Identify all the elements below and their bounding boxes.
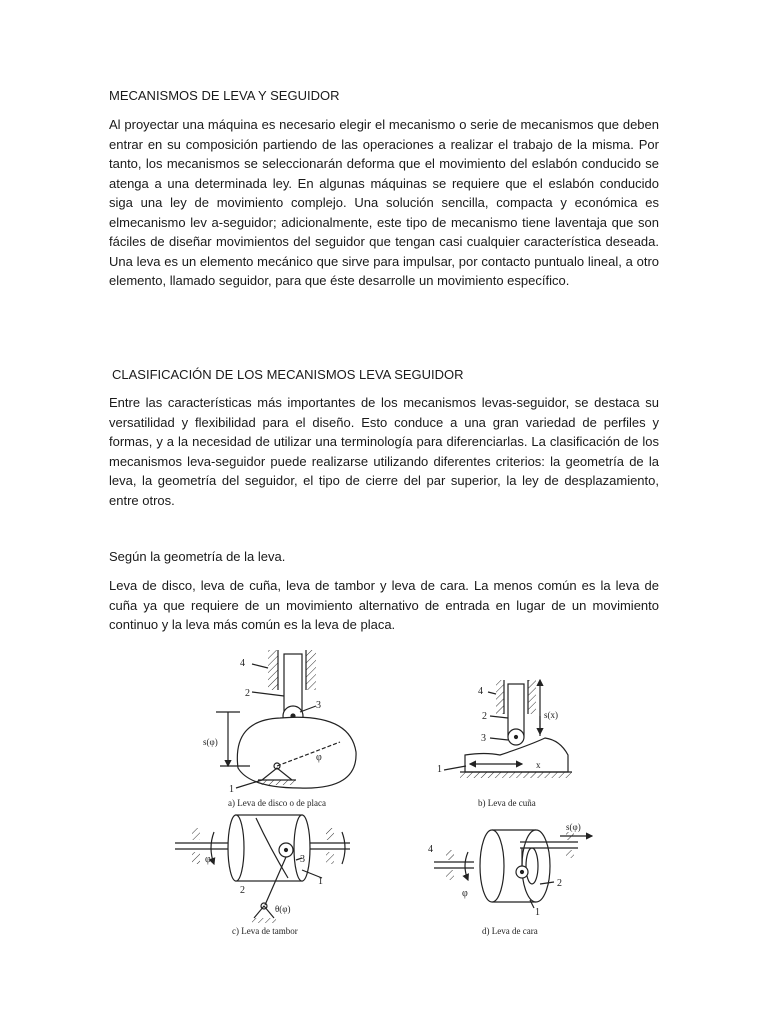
- caption-b: b) Leva de cuña: [478, 798, 536, 808]
- drum-cam-diagram: [175, 815, 350, 923]
- section-title-geometria: Según la geometría de la leva.: [109, 549, 286, 564]
- wedge-label-x: x: [536, 760, 541, 770]
- disc-label-3: 3: [316, 700, 321, 711]
- wedge-label-2: 2: [482, 711, 487, 722]
- wedge-label-4: 4: [478, 686, 483, 697]
- disc-label-s-phi: s(φ): [203, 737, 218, 747]
- drum-label-theta: θ(φ): [275, 904, 291, 914]
- wedge-label-1: 1: [437, 764, 442, 775]
- disc-label-2: 2: [245, 688, 250, 699]
- face-label-2: 2: [557, 878, 562, 889]
- caption-a: a) Leva de disco o de placa: [228, 798, 326, 808]
- face-label-4: 4: [428, 844, 433, 855]
- paragraph-geometria: Leva de disco, leva de cuña, leva de tambor y leva de cara. La menos común es la leva de cuña ya que requiere de un movimiento alternativo de entrada en lugar de un movimiento continuo y la leva más común es la leva de placa.: [109, 578, 659, 632]
- drum-label-phi: φ: [205, 854, 211, 865]
- section-title-mecanismos: MECANISMOS DE LEVA Y SEGUIDOR: [109, 88, 340, 103]
- disc-label-phi: φ: [316, 752, 322, 763]
- wedge-cam-diagram: [444, 680, 572, 778]
- face-label-1: 1: [535, 907, 540, 918]
- drum-label-1: 1: [318, 876, 323, 887]
- drum-label-2: 2: [240, 885, 245, 896]
- disc-label-4: 4: [240, 658, 245, 669]
- face-label-phi: φ: [462, 888, 468, 899]
- wedge-label-3: 3: [481, 733, 486, 744]
- disc-label-1: 1: [229, 784, 234, 795]
- caption-c: c) Leva de tambor: [232, 926, 298, 936]
- paragraph-clasificacion: Entre las características más importantes de los mecanismos levas-seguidor, se destaca su versatilidad y flexibilidad para el diseño. Esto conduce a una gran variedad de perfiles y formas, y a la necesidad de utilizar una terminología para diferenciarlas. La clasificación de los mecanismos leva-seguidor puede realizarse utilizando diferentes criterios: la geometría de la leva, la geometría del seguidor, el tipo de cierre del par superior, la ley de desplazamiento, entre otros.: [109, 395, 659, 508]
- caption-d: d) Leva de cara: [482, 926, 538, 936]
- drum-label-3: 3: [300, 854, 305, 865]
- face-label-s-phi: s(φ): [566, 822, 581, 832]
- face-cam-diagram: [434, 830, 592, 908]
- wedge-label-s-x: s(x): [544, 710, 558, 720]
- section-title-clasificacion: CLASIFICACIÓN DE LOS MECANISMOS LEVA SEGUIDOR: [112, 367, 464, 382]
- paragraph-intro: Al proyectar una máquina es necesario elegir el mecanismo o serie de mecanismos que deben entrar en su composición partiendo de las operaciones a realizar el trabajo de la misma. Por tanto, los mecanismos se seleccionarán deforma que el movimiento del eslabón conducido se atenga a una determinada ley. En algunas máquinas se requiere que el eslabón conducido siga una ley de movimiento complejo. Una solución sencilla, compacta y económica es elmecanismo lev a-seguidor; adicionalmente, este tipo de mecanismo tiene laventaja que son fáciles de diseñar movimientos del seguidor que tengan casi cualquier característica deseada. Una leva es un elemento mecánico que sirve para impulsar, por contacto puntualo lineal, a otro elemento, llamado seguidor, para que éste desarrolle un movimiento específico.: [109, 117, 659, 288]
- disc-cam-diagram: [216, 650, 356, 788]
